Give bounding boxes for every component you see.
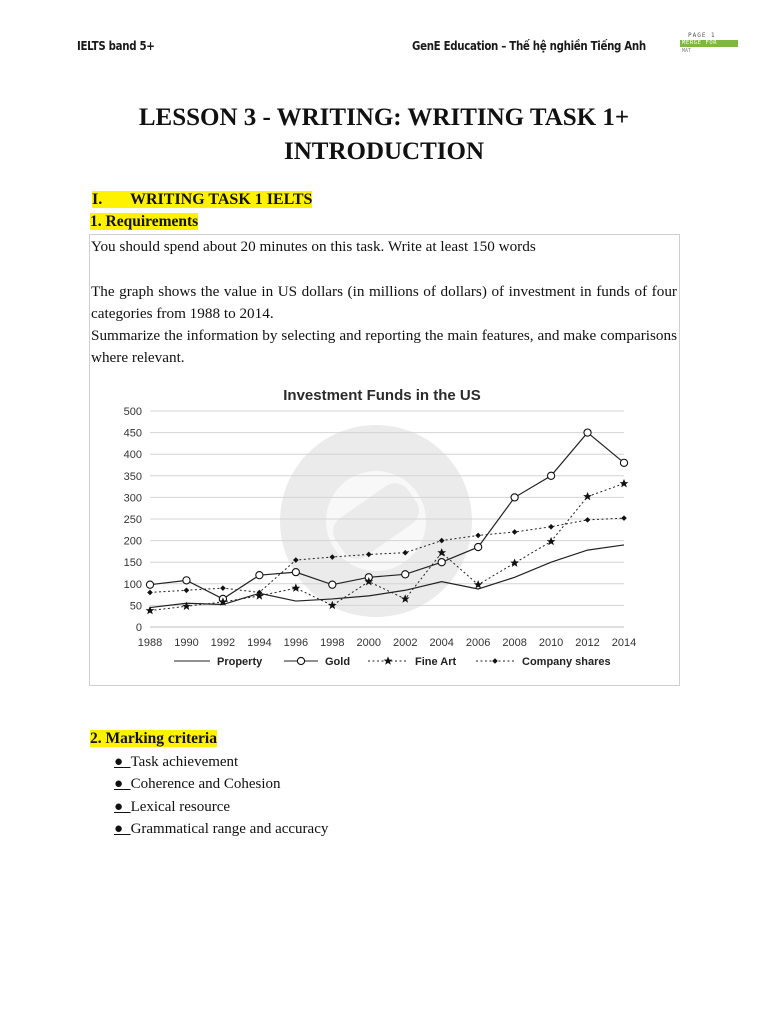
bullet-icon: ● [114, 776, 124, 793]
task-description: The graph shows the value in US dollars (in millions of dollars) of investment in funds of four categories from 1988 to 2014. [91, 283, 677, 322]
criteria-list [114, 752, 328, 841]
requirements-heading: 1. Requirements [90, 213, 199, 230]
legend-marker-gold [297, 657, 304, 664]
x-tick-label: 2008 [502, 637, 527, 649]
chart-title: Investment Funds in the US [283, 387, 481, 404]
data-point-company-shares [585, 517, 591, 523]
header-right: GenE Education – Thế hệ nghiền Tiếng Anh [412, 38, 646, 53]
data-point-company-shares [512, 529, 518, 535]
data-point-fine-art [510, 558, 519, 566]
bullet-icon: ● [114, 798, 124, 815]
x-tick-label: 2012 [575, 637, 600, 649]
logo-line-2: MERGE FOR [682, 40, 718, 46]
data-point-gold [183, 577, 190, 584]
y-tick-label: 150 [123, 557, 142, 570]
y-tick-label: 400 [123, 449, 142, 462]
y-tick-label: 0 [135, 622, 142, 634]
data-point-gold [511, 494, 518, 501]
data-point-gold [547, 472, 554, 479]
y-tick-label: 500 [123, 406, 142, 418]
y-tick-label: 450 [123, 427, 142, 440]
x-tick-label: 2006 [465, 637, 491, 649]
x-tick-label: 1996 [283, 637, 309, 649]
header-left: IELTS band 5+ [77, 38, 155, 53]
x-tick-label: 2014 [611, 637, 637, 649]
task-summary-instruction: Summarize the information by selecting and reporting the main features, and make comparisons where relevant. [91, 327, 677, 366]
list-item: ● Lexical resource [114, 798, 231, 815]
list-item: ● Coherence and Cohesion [114, 776, 281, 793]
data-point-gold [292, 569, 299, 576]
page-title-line-1: LESSON 3 - WRITING: WRITING TASK 1+ [138, 104, 630, 131]
legend-marker-company-shares [492, 658, 498, 664]
x-tick-label: 2010 [538, 637, 564, 649]
legend-marker-fine-art [384, 656, 393, 664]
section-number: I. [92, 191, 103, 208]
x-tick-label: 1990 [174, 637, 199, 649]
y-tick-label: 300 [123, 492, 142, 505]
x-tick-label: 2000 [356, 637, 382, 649]
x-tick-label: 2002 [392, 637, 418, 649]
y-tick-label: 200 [123, 535, 142, 548]
y-tick-label: 350 [123, 470, 142, 483]
data-point-gold [256, 572, 263, 579]
data-point-company-shares [621, 515, 627, 521]
legend-label-property: Property [217, 656, 263, 668]
section-heading [92, 191, 312, 209]
data-point-gold [329, 581, 336, 588]
page-title-line-2: INTRODUCTION [283, 138, 485, 165]
logo-line-1: PAGE 1 [688, 32, 716, 39]
legend-label-company-shares: Company shares [522, 656, 611, 668]
y-tick-label: 50 [129, 600, 142, 613]
logo-line-3: MAT [682, 48, 692, 54]
data-point-company-shares [475, 533, 481, 539]
section-label: WRITING TASK 1 IELTS [130, 191, 313, 208]
data-point-fine-art [583, 492, 592, 500]
bullet-icon: ● [114, 754, 124, 770]
data-point-gold [584, 429, 591, 436]
data-point-gold [402, 571, 409, 578]
data-point-fine-art [291, 584, 300, 592]
data-point-company-shares [147, 590, 153, 596]
criteria-heading: 2. Marking criteria [90, 730, 217, 747]
data-point-company-shares [184, 587, 190, 593]
y-tick-label: 100 [123, 578, 142, 591]
x-tick-label: 1992 [210, 637, 236, 649]
data-point-gold [146, 581, 153, 588]
brand-logo [680, 30, 740, 56]
investment-line-chart [106, 376, 666, 676]
task-instruction: You should spend about 20 minutes on this task. Write at least 150 words [91, 238, 536, 255]
x-tick-label: 2004 [429, 637, 454, 649]
x-tick-label: 1998 [320, 637, 345, 649]
legend-label-fine-art: Fine Art [415, 656, 457, 668]
bullet-icon: ● [114, 820, 124, 837]
data-point-company-shares [220, 585, 226, 591]
x-tick-label: 1988 [137, 637, 163, 649]
data-point-fine-art [620, 479, 629, 487]
data-point-gold [475, 543, 482, 550]
list-item: ● Grammatical range and accuracy [114, 820, 329, 837]
data-point-gold [438, 559, 445, 566]
x-tick-label: 1994 [247, 637, 272, 649]
legend-label-gold: Gold [325, 656, 351, 668]
y-tick-label: 250 [123, 514, 142, 526]
data-point-company-shares [548, 524, 554, 530]
list-item: ● Task achievement [114, 754, 239, 770]
data-point-gold [620, 459, 627, 466]
